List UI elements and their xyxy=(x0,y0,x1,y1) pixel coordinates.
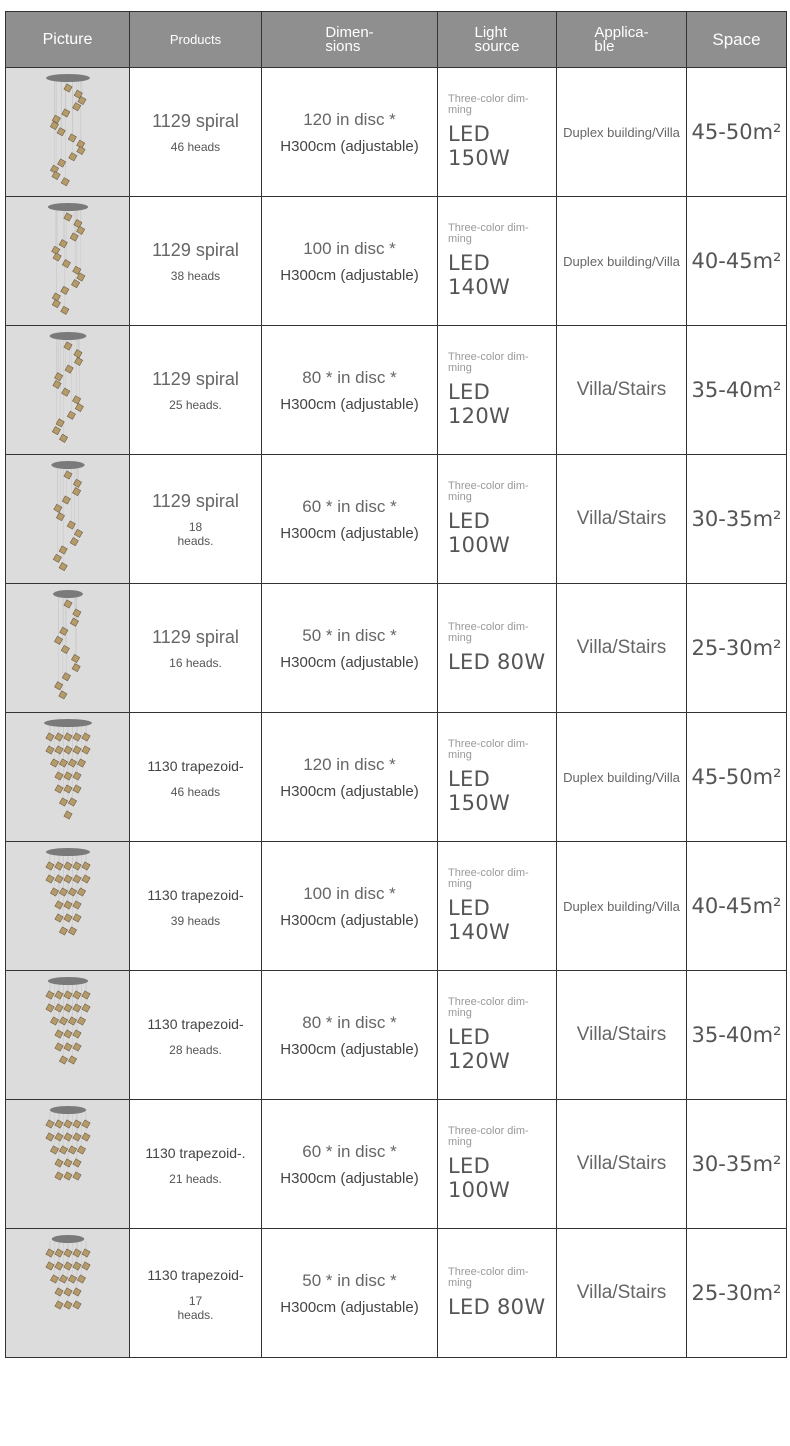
light-source-cell xyxy=(438,68,557,197)
dimensions-cell xyxy=(262,68,438,197)
spiral-chandelier-icon xyxy=(6,199,129,323)
trapezoid-chandelier-icon xyxy=(6,844,129,968)
light-source-cell xyxy=(438,197,557,326)
dimensions-cell xyxy=(262,197,438,326)
led-power: LED 140W xyxy=(448,251,511,299)
dimming-label: Three-color dim- ming xyxy=(448,738,529,761)
dimension-disc: 50 * in disc * xyxy=(302,625,397,645)
table-row xyxy=(6,197,787,326)
applicable-cell xyxy=(557,455,687,584)
led-power: LED 120W xyxy=(448,380,511,428)
product-picture-cell xyxy=(6,1229,130,1358)
dimension-disc: 50 * in disc * xyxy=(302,1270,397,1290)
space-value: 30-35m² xyxy=(691,1152,782,1176)
dimming-label: Three-color dim- ming xyxy=(448,621,529,644)
table-row xyxy=(6,68,787,197)
applicable-cell xyxy=(557,971,687,1100)
product-picture-cell xyxy=(6,842,130,971)
header-applicable-label: Applica- ble xyxy=(594,23,649,55)
header-applicable xyxy=(557,12,687,68)
dimming-label: Three-color dim- ming xyxy=(448,1266,529,1289)
space-cell xyxy=(687,326,787,455)
led-power: LED 100W xyxy=(448,1154,511,1202)
product-name: 1129 spiral xyxy=(152,111,239,131)
space-cell xyxy=(687,842,787,971)
dimming-label: Three-color dim- ming xyxy=(448,867,529,890)
dimension-height: H300cm (adjustable) xyxy=(280,653,419,671)
light-source-cell xyxy=(438,1100,557,1229)
applicable-value: Villa/Stairs xyxy=(576,1024,667,1045)
dimming-label: Three-color dim- ming xyxy=(448,222,529,245)
light-source-cell xyxy=(438,842,557,971)
dimensions-cell xyxy=(262,455,438,584)
dimension-height: H300cm (adjustable) xyxy=(280,524,419,542)
space-cell xyxy=(687,197,787,326)
product-name: 1130 trapezoid- xyxy=(147,758,244,774)
product-picture-cell xyxy=(6,455,130,584)
dimensions-cell xyxy=(262,1229,438,1358)
space-value: 45-50m² xyxy=(691,120,782,144)
table-row xyxy=(6,1229,787,1358)
trapezoid-chandelier-icon xyxy=(6,1231,129,1355)
space-cell xyxy=(687,971,787,1100)
dimension-disc: 80 * in disc * xyxy=(302,367,397,387)
product-picture-cell xyxy=(6,971,130,1100)
product-heads: 21 heads. xyxy=(169,1172,222,1186)
applicable-cell xyxy=(557,1229,687,1358)
product-cell xyxy=(130,455,262,584)
dimension-height: H300cm (adjustable) xyxy=(280,782,419,800)
header-light-source-label: Light source xyxy=(474,23,520,55)
product-picture-cell xyxy=(6,713,130,842)
product-picture-cell xyxy=(6,68,130,197)
table-body xyxy=(6,68,787,1358)
dimensions-cell xyxy=(262,1100,438,1229)
dimension-height: H300cm (adjustable) xyxy=(280,1169,419,1187)
product-cell xyxy=(130,1229,262,1358)
led-power: LED 80W xyxy=(448,650,546,674)
dimension-disc: 60 * in disc * xyxy=(302,496,397,516)
product-cell xyxy=(130,68,262,197)
trapezoid-chandelier-icon xyxy=(6,715,129,839)
dimension-height: H300cm (adjustable) xyxy=(280,1298,419,1316)
space-cell xyxy=(687,1229,787,1358)
dimensions-cell xyxy=(262,326,438,455)
product-heads: 39 heads xyxy=(170,914,221,928)
dimensions-cell xyxy=(262,584,438,713)
dimensions-cell xyxy=(262,842,438,971)
applicable-value: Villa/Stairs xyxy=(576,379,667,400)
product-name: 1129 spiral xyxy=(152,369,239,389)
product-picture-cell xyxy=(6,197,130,326)
space-cell xyxy=(687,68,787,197)
led-power: LED 80W xyxy=(448,1295,546,1319)
space-cell xyxy=(687,713,787,842)
table-row xyxy=(6,971,787,1100)
space-cell xyxy=(687,455,787,584)
product-heads: 46 heads xyxy=(170,140,221,154)
dimensions-cell xyxy=(262,971,438,1100)
dimension-height: H300cm (adjustable) xyxy=(280,395,419,413)
space-value: 35-40m² xyxy=(691,1023,782,1047)
dimming-label: Three-color dim- ming xyxy=(448,996,529,1019)
light-source-cell xyxy=(438,713,557,842)
applicable-value: Villa/Stairs xyxy=(576,1282,667,1303)
led-power: LED 120W xyxy=(448,1025,511,1073)
product-cell xyxy=(130,971,262,1100)
header-light-source xyxy=(438,12,557,68)
applicable-value: Villa/Stairs xyxy=(576,637,667,658)
applicable-cell xyxy=(557,713,687,842)
product-cell xyxy=(130,713,262,842)
dimension-disc: 80 * in disc * xyxy=(302,1012,397,1032)
product-heads: 46 heads xyxy=(170,785,221,799)
space-value: 40-45m² xyxy=(691,249,782,273)
space-value: 30-35m² xyxy=(691,507,782,531)
dimension-height: H300cm (adjustable) xyxy=(280,1040,419,1058)
led-power: LED 150W xyxy=(448,767,511,815)
product-cell xyxy=(130,584,262,713)
applicable-cell xyxy=(557,197,687,326)
space-value: 45-50m² xyxy=(691,765,782,789)
dimension-disc: 120 in disc * xyxy=(303,109,396,129)
table-row xyxy=(6,584,787,713)
header-dimensions-label: Dimen- sions xyxy=(325,23,374,55)
product-heads: 16 heads. xyxy=(169,656,222,670)
dimension-height: H300cm (adjustable) xyxy=(280,911,419,929)
dimension-disc: 120 in disc * xyxy=(303,754,396,774)
table-row xyxy=(6,455,787,584)
table-row xyxy=(6,713,787,842)
trapezoid-chandelier-icon xyxy=(6,973,129,1097)
header-picture: Picture xyxy=(6,12,130,68)
applicable-value: Duplex building/Villa xyxy=(563,253,680,269)
product-cell xyxy=(130,842,262,971)
light-source-cell xyxy=(438,455,557,584)
applicable-value: Duplex building/Villa xyxy=(563,898,680,914)
applicable-cell xyxy=(557,842,687,971)
led-power: LED 150W xyxy=(448,122,511,170)
space-value: 35-40m² xyxy=(691,378,782,402)
dimming-label: Three-color dim- ming xyxy=(448,93,529,116)
product-picture-cell xyxy=(6,326,130,455)
spiral-chandelier-icon xyxy=(6,586,129,710)
applicable-value: Duplex building/Villa xyxy=(563,124,680,140)
dimming-label: Three-color dim- ming xyxy=(448,480,529,503)
spiral-chandelier-icon xyxy=(6,328,129,452)
light-source-cell xyxy=(438,584,557,713)
space-value: 40-45m² xyxy=(691,894,782,918)
product-name: 1129 spiral xyxy=(152,240,239,260)
applicable-value: Villa/Stairs xyxy=(576,1153,667,1174)
product-name: 1130 trapezoid-. xyxy=(145,1145,246,1161)
dimension-height: H300cm (adjustable) xyxy=(280,137,419,155)
led-power: LED 140W xyxy=(448,896,511,944)
product-cell xyxy=(130,326,262,455)
dimension-disc: 100 in disc * xyxy=(303,883,396,903)
product-heads: 17 heads. xyxy=(177,1294,214,1322)
product-name: 1129 spiral xyxy=(152,491,239,511)
light-source-cell xyxy=(438,971,557,1100)
applicable-cell xyxy=(557,68,687,197)
applicable-value: Villa/Stairs xyxy=(576,508,667,529)
table-header-row xyxy=(6,12,787,68)
product-cell xyxy=(130,1100,262,1229)
product-name: 1130 trapezoid- xyxy=(147,1016,244,1032)
applicable-cell xyxy=(557,1100,687,1229)
product-cell xyxy=(130,197,262,326)
product-name: 1130 trapezoid- xyxy=(147,887,244,903)
header-products: Products xyxy=(130,12,262,68)
table-row xyxy=(6,326,787,455)
applicable-value: Duplex building/Villa xyxy=(563,769,680,785)
light-source-cell xyxy=(438,1229,557,1358)
header-space: Space xyxy=(687,12,787,68)
product-name: 1130 trapezoid- xyxy=(147,1267,244,1283)
dimension-disc: 60 * in disc * xyxy=(302,1141,397,1161)
space-cell xyxy=(687,1100,787,1229)
dimming-label: Three-color dim- ming xyxy=(448,1125,529,1148)
space-cell xyxy=(687,584,787,713)
product-heads: 38 heads xyxy=(170,269,221,283)
table-row xyxy=(6,1100,787,1229)
dimension-height: H300cm (adjustable) xyxy=(280,266,419,284)
applicable-cell xyxy=(557,326,687,455)
product-spec-table xyxy=(5,11,787,1358)
applicable-cell xyxy=(557,584,687,713)
spiral-chandelier-icon xyxy=(6,70,129,194)
trapezoid-chandelier-icon xyxy=(6,1102,129,1226)
header-dimensions xyxy=(262,12,438,68)
space-value: 25-30m² xyxy=(691,636,782,660)
spiral-chandelier-icon xyxy=(6,457,129,581)
dimension-disc: 100 in disc * xyxy=(303,238,396,258)
led-power: LED 100W xyxy=(448,509,511,557)
product-picture-cell xyxy=(6,584,130,713)
table-row xyxy=(6,842,787,971)
product-picture-cell xyxy=(6,1100,130,1229)
product-heads: 28 heads. xyxy=(169,1043,222,1057)
product-heads: 18 heads. xyxy=(177,520,214,548)
product-heads: 25 heads. xyxy=(169,398,222,412)
product-name: 1129 spiral xyxy=(152,627,239,647)
light-source-cell xyxy=(438,326,557,455)
dimming-label: Three-color dim- ming xyxy=(448,351,529,374)
dimensions-cell xyxy=(262,713,438,842)
space-value: 25-30m² xyxy=(691,1281,782,1305)
